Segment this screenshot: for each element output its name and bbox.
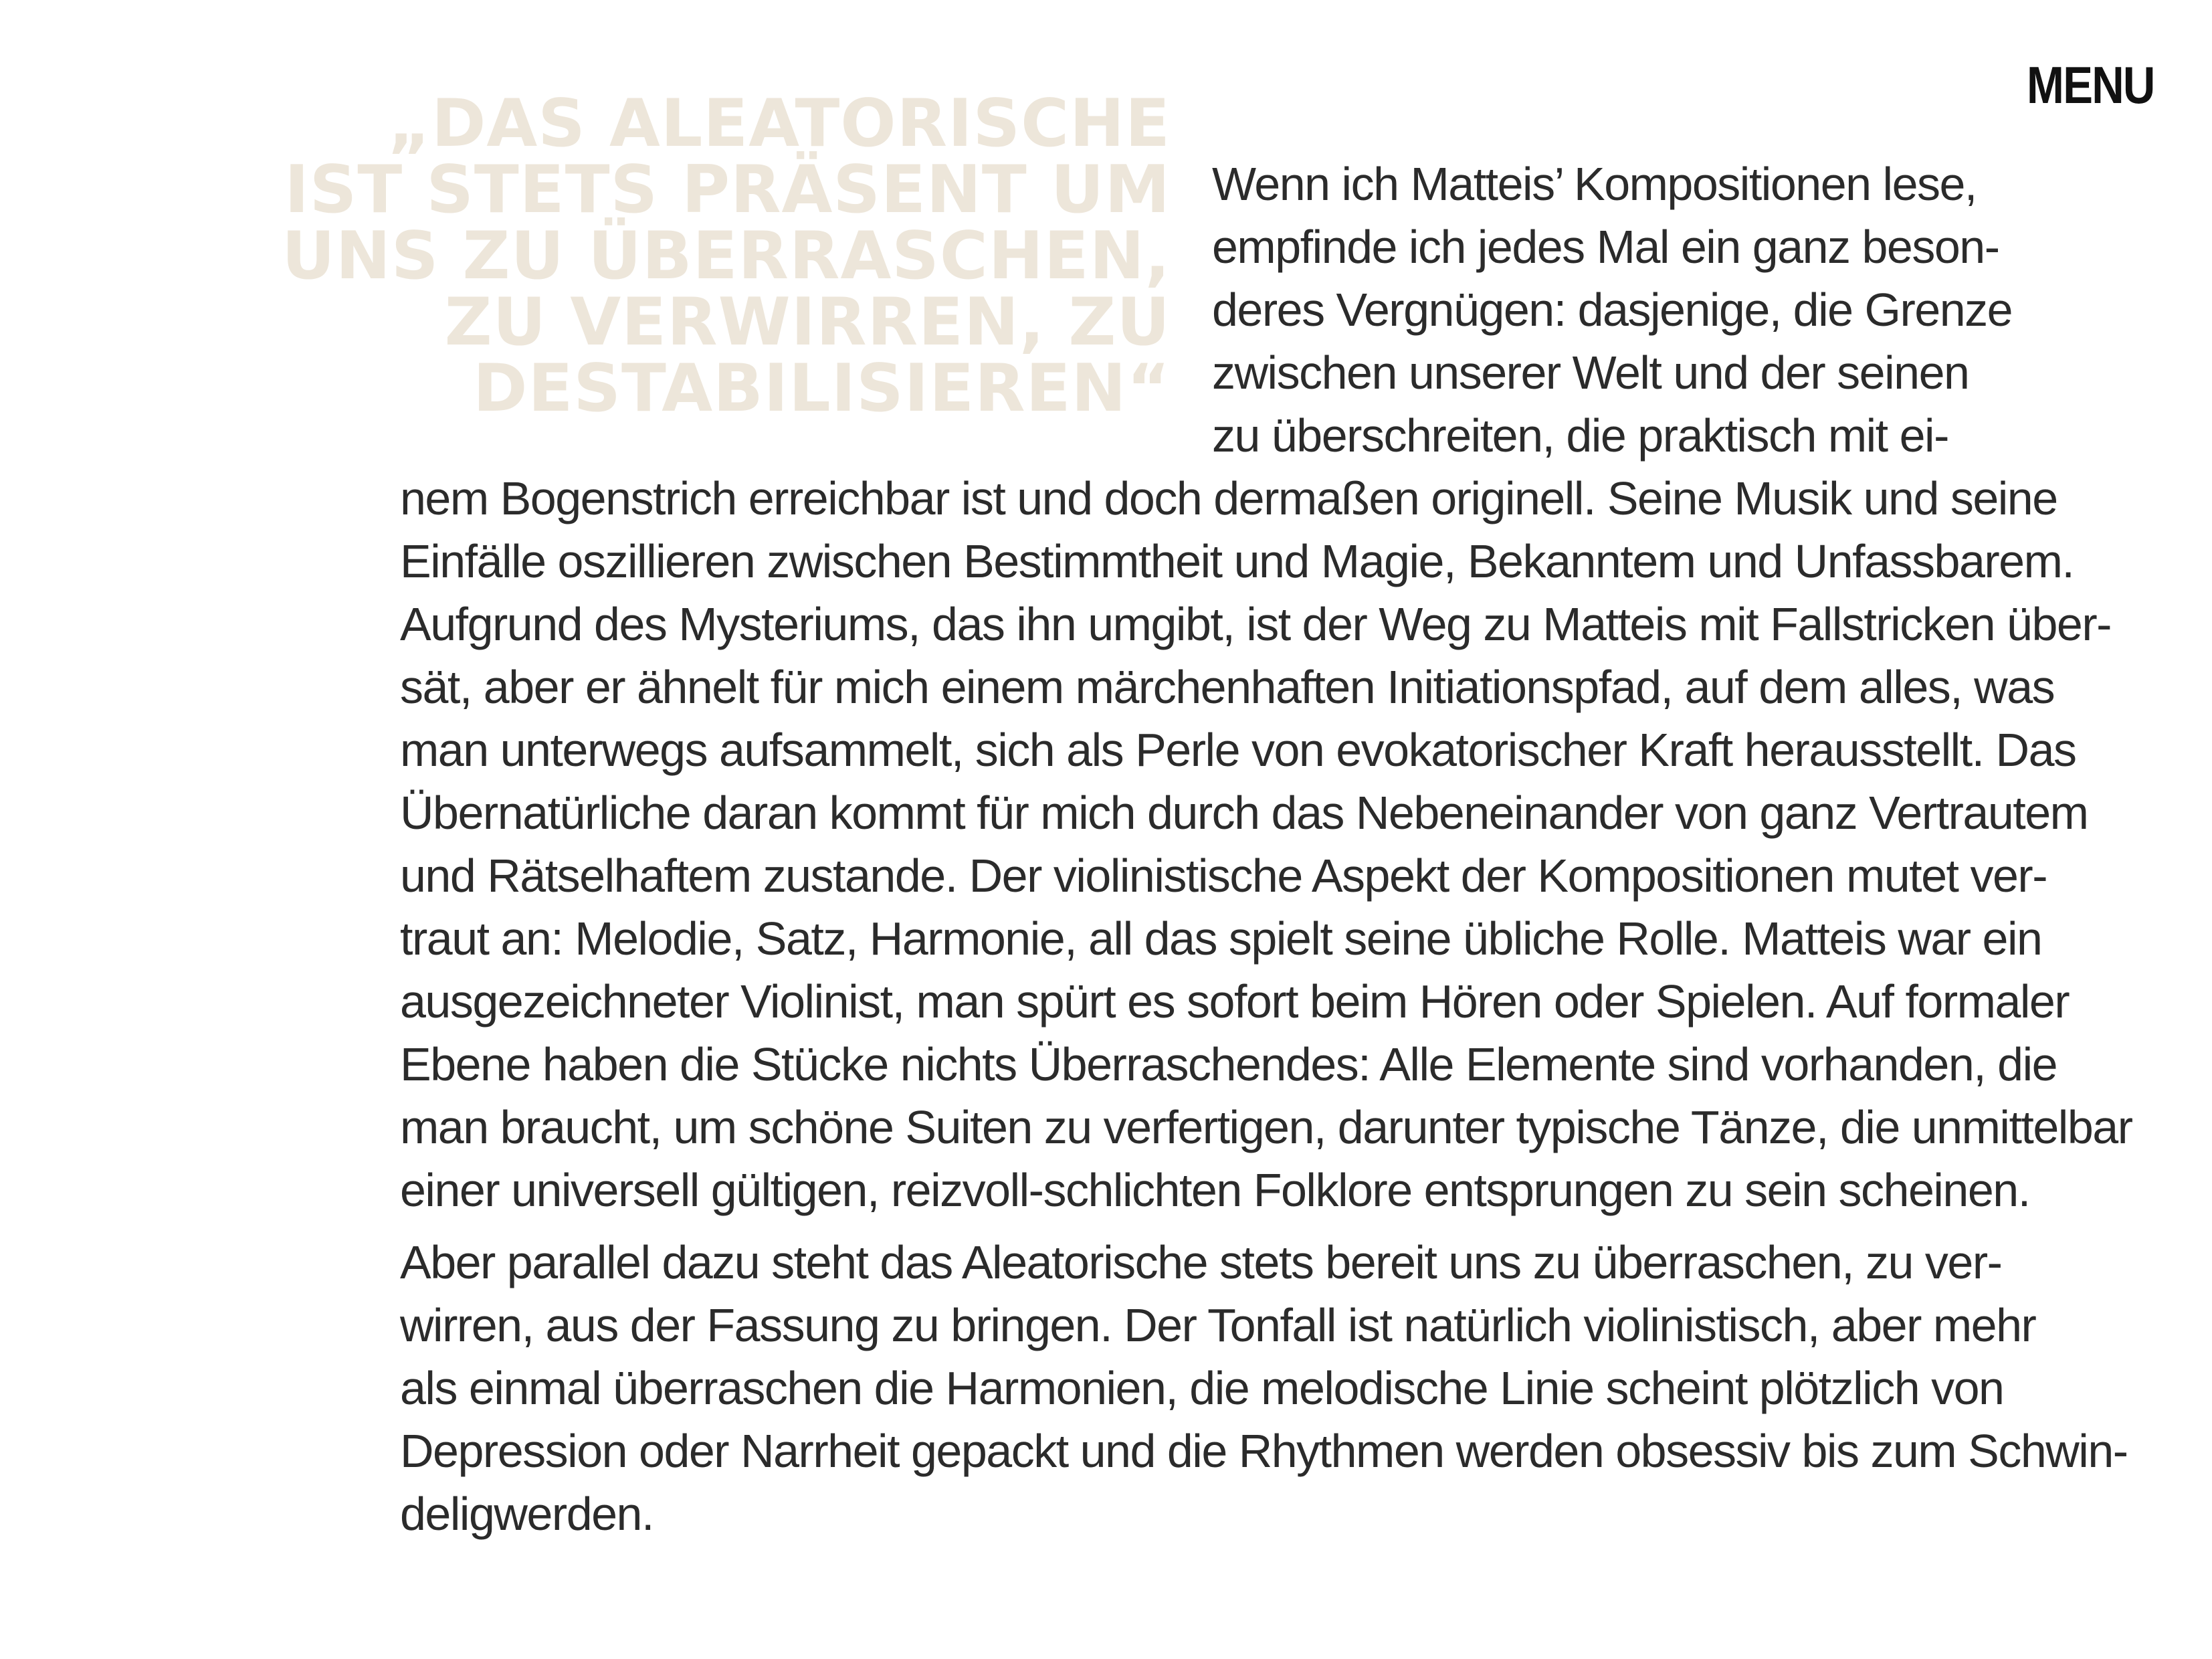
text-line: einer universell gültigen, reizvoll-schlichten Folklore entsprungen zu sein scheinen. xyxy=(400,1164,2030,1216)
text-line: Wenn ich Matteis’ Kompositionen lese, xyxy=(1212,158,1977,210)
text-line: Aufgrund des Mysteriums, das ihn umgibt, ist der Weg zu Matteis mit Fallstricken über- xyxy=(400,598,2111,650)
pull-quote-line: DESTABILISIEREN“ xyxy=(473,351,1171,427)
text-line: empfinde ich jedes Mal ein ganz beson- xyxy=(1212,221,1999,273)
menu-button[interactable]: MENU xyxy=(2027,56,2154,114)
text-line: zwischen unserer Welt und der seinen xyxy=(1212,347,1969,399)
text-line: sät, aber er ähnelt für mich einem märchenhaften Initiationspfad, auf dem alles, was xyxy=(400,661,2055,713)
text-line: nem Bogenstrich erreichbar ist und doch dermaßen originell. Seine Musik und seine xyxy=(400,472,2057,524)
paragraph-spacer xyxy=(400,1222,1902,1231)
text-line: man braucht, um schöne Suiten zu verfertigen, darunter typische Tänze, die unmittelbar xyxy=(400,1101,2132,1153)
paragraph-1 xyxy=(400,153,2132,1222)
text-line: deligwerden. xyxy=(400,1488,653,1540)
text-line: und Rätselhaftem zustande. Der violinistische Aspekt der Kompositionen mutet ver- xyxy=(400,850,2047,902)
text-line: traut an: Melodie, Satz, Harmonie, all das spielt seine übliche Rolle. Matteis war ein xyxy=(400,912,2042,965)
pull-quote-line: „DAS ALEATORISCHE xyxy=(387,86,1171,162)
text-line: man unterwegs aufsammelt, sich als Perle von evokatorischer Kraft herausstellt. Das xyxy=(400,724,2076,776)
text-line: Depression oder Narrheit gepackt und die Rhythmen werden obsessiv bis zum Schwin- xyxy=(400,1425,2128,1477)
text-line: Einfälle oszillieren zwischen Bestimmtheit und Magie, Bekanntem und Unfassbarem. xyxy=(400,535,2074,587)
pull-quote-line: UNS ZU ÜBERRASCHEN, xyxy=(282,218,1171,294)
text-line: Aber parallel dazu steht das Aleatorische stets bereit uns zu überraschen, zu ver- xyxy=(400,1236,2002,1288)
text-line: ausgezeichneter Violinist, man spürt es sofort beim Hören oder Spielen. Auf formaler xyxy=(400,975,2070,1028)
text-line: als einmal überraschen die Harmonien, die melodische Linie scheint plötzlich von xyxy=(400,1362,2004,1414)
text-line: Übernatürliche daran kommt für mich durch das Nebeneinander von ganz Vertrautem xyxy=(400,787,2088,839)
text-line: Ebene haben die Stücke nichts Überraschendes: Alle Elemente sind vorhanden, die xyxy=(400,1038,2057,1090)
article-body xyxy=(400,153,2132,1545)
text-line: wirren, aus der Fassung zu bringen. Der Tonfall ist natürlich violinistisch, aber mehr xyxy=(400,1299,2036,1351)
pull-quote-line: ZU VERWIRREN, ZU xyxy=(444,284,1171,361)
pull-quote-line: IST STETS PRÄSENT UM xyxy=(284,152,1171,228)
text-line: deres Vergnügen: dasjenige, die Grenze xyxy=(1212,284,2013,336)
text-line: zu überschreiten, die praktisch mit ei- xyxy=(1212,409,1948,462)
paragraph-2 xyxy=(400,1231,2128,1545)
